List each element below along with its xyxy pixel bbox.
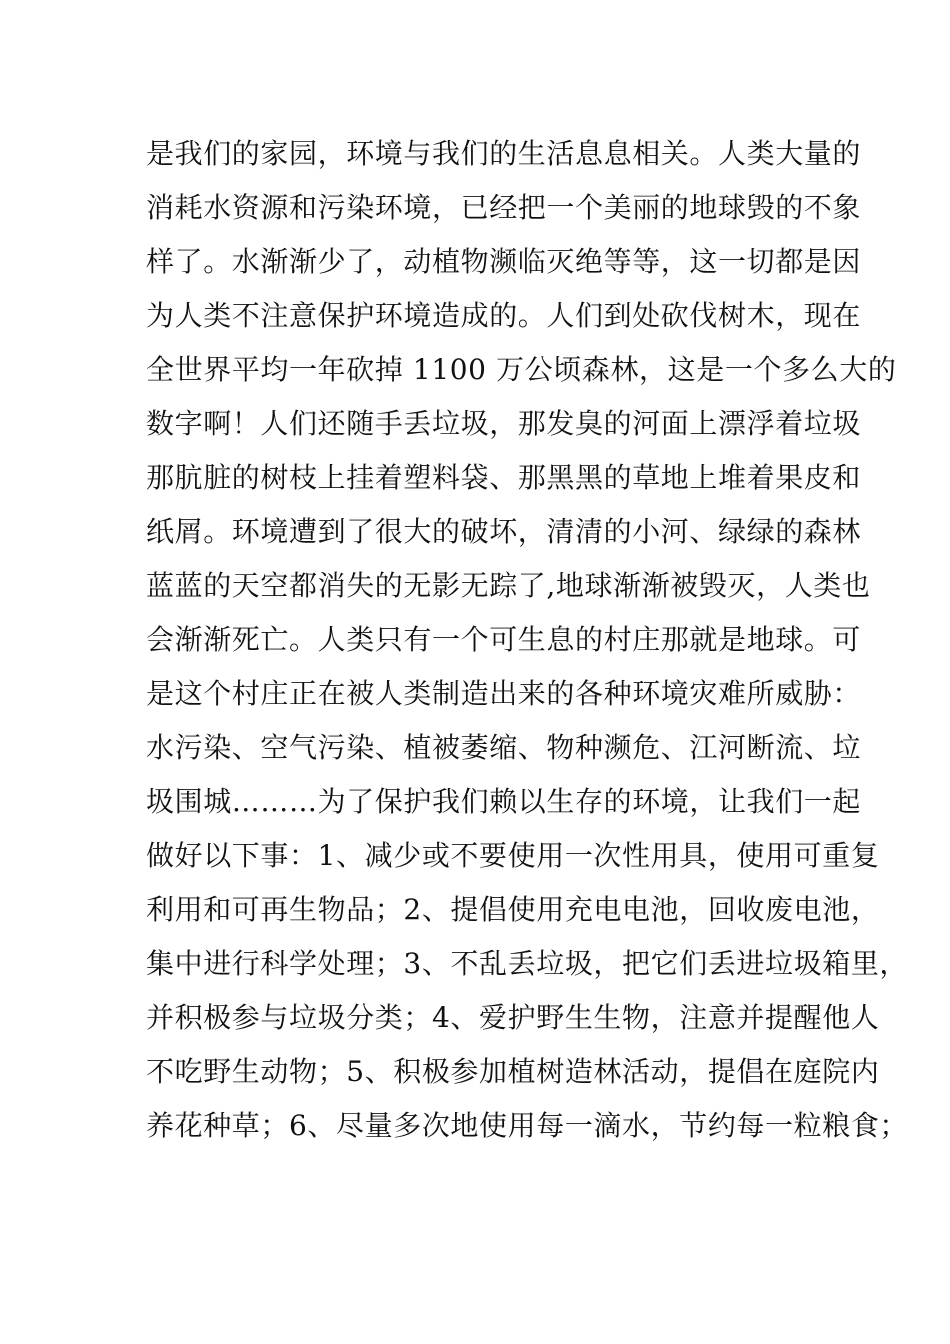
text-line: 数字啊！人们还随手丢垃圾，那发臭的河面上漂浮着垃圾 — [146, 407, 862, 440]
text-line: 纸屑。环境遭到了很大的破坏，清清的小河、绿绿的森林 — [146, 515, 862, 548]
text-line: 样了。水渐渐少了，动植物濒临灭绝等等，这一切都是因 — [146, 245, 862, 278]
text-line: 全世界平均一年砍掉 1100 万公顷森林，这是一个多么大的 — [146, 353, 897, 386]
text-line: 并积极参与垃圾分类；4、爱护野生生物，注意并提醒他人 — [146, 1001, 880, 1034]
text-line: 水污染、空气污染、植被萎缩、物种濒危、江河断流、垃 — [146, 731, 862, 764]
text-line: 是我们的家园，环境与我们的生活息息相关。人类大量的 — [146, 137, 862, 170]
text-line: 不吃野生动物；5、积极参加植树造林活动，提倡在庭院内 — [146, 1055, 880, 1088]
text-line: 会渐渐死亡。人类只有一个可生息的村庄那就是地球。可 — [146, 623, 862, 656]
text-line: 集中进行科学处理；3、不乱丢垃圾，把它们丢进垃圾箱里， — [146, 947, 909, 980]
text-line: 那肮脏的树枝上挂着塑料袋、那黑黑的草地上堆着果皮和 — [146, 461, 862, 494]
text-line: 是这个村庄正在被人类制造出来的各种环境灾难所威胁： — [146, 677, 862, 710]
text-line: 做好以下事：1、减少或不要使用一次性用具，使用可重复 — [146, 839, 880, 872]
text-line: 圾围城………为了保护我们赖以生存的环境，让我们一起 — [146, 785, 862, 818]
text-line: 利用和可再生物品；2、提倡使用充电电池，回收废电池， — [146, 893, 880, 926]
text-line: 为人类不注意保护环境造成的。人们到处砍伐树木，现在 — [146, 299, 862, 332]
text-line: 消耗水资源和污染环境，已经把一个美丽的地球毁的不象 — [146, 191, 862, 224]
body-text — [146, 127, 909, 1153]
text-line: 养花种草；6、尽量多次地使用每一滴水，节约每一粒粮食； — [146, 1109, 909, 1142]
text-line: 蓝蓝的天空都消失的无影无踪了,地球渐渐被毁灭，人类也 — [146, 569, 871, 602]
